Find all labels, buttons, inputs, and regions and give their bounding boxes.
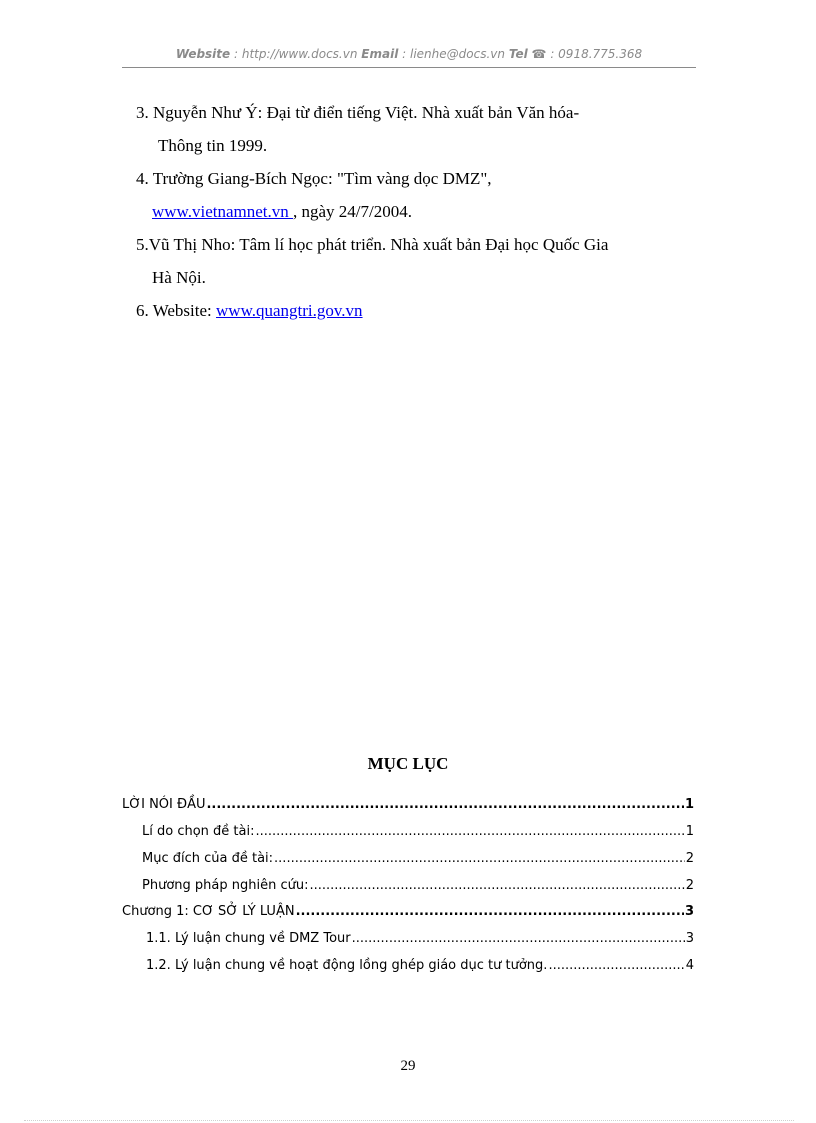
reference-list xyxy=(136,96,696,327)
toc-entry[interactable] xyxy=(122,899,694,925)
page-bottom-border xyxy=(24,1120,794,1121)
toc-entry-page: 1 xyxy=(685,824,694,839)
quangtri-link[interactable]: www.quangtri.gov.vn xyxy=(216,301,363,320)
reference-text: 3. Nguyễn Như Ý: Đại từ điển tiếng Việt. Nhà xuất bản Văn hóa- xyxy=(136,103,580,122)
phone-icon: ☎ xyxy=(531,47,547,61)
toc-entry[interactable] xyxy=(122,845,694,872)
toc-entry-label: LỜI NÓI ĐẦU xyxy=(122,797,206,812)
toc-entry[interactable] xyxy=(122,792,694,818)
toc-entry-label: 1.2. Lý luận chung về hoạt động lồng ghép giáo dục tư tưởng. xyxy=(146,958,548,973)
toc-leader xyxy=(548,952,684,979)
toc-leader xyxy=(274,845,685,872)
toc-entry[interactable] xyxy=(122,872,694,899)
vietnamnet-link[interactable]: www.vietnamnet.vn xyxy=(152,202,294,221)
toc-leader xyxy=(255,818,684,845)
toc-entry-label: Mục đích của đề tài: xyxy=(142,851,274,866)
toc-title: MỤC LỤC xyxy=(367,754,449,773)
page-number: 29 xyxy=(400,1058,416,1074)
reference-text: 4. Trường Giang-Bích Ngọc: "Tìm vàng dọc DMZ", xyxy=(136,169,492,188)
toc-entry[interactable] xyxy=(122,818,694,845)
website-label: Website xyxy=(175,47,231,61)
toc-entry-label: Chương 1: CƠ SỞ LÝ LUẬN xyxy=(122,904,295,919)
table-of-contents xyxy=(122,792,694,979)
toc-entry-label: Lí do chọn đề tài: xyxy=(142,824,255,839)
toc-entry-page: 3 xyxy=(685,931,694,946)
toc-entry-page: 2 xyxy=(685,878,694,893)
toc-leader xyxy=(352,925,685,952)
header-rule xyxy=(122,67,696,68)
toc-entry-page: 2 xyxy=(685,851,694,866)
toc-entry-page: 1 xyxy=(684,797,694,812)
reference-text: Thông tin 1999. xyxy=(158,136,268,155)
reference-item xyxy=(136,162,696,228)
email-label: Email xyxy=(361,47,399,61)
tel-value: : 0918.775.368 xyxy=(550,47,643,61)
toc-entry-label: Phương pháp nghiên cứu: xyxy=(142,878,309,893)
reference-item xyxy=(136,96,696,162)
reference-text: 6. Website: xyxy=(136,301,217,320)
toc-entry[interactable] xyxy=(122,952,694,979)
reference-text: 5.Vũ Thị Nho: Tâm lí học phát triển. Nhà xuất bản Đại học Quốc Gia xyxy=(136,235,609,254)
reference-text: Hà Nội. xyxy=(152,268,206,287)
reference-item xyxy=(136,228,696,294)
toc-leader xyxy=(309,872,684,899)
tel-label: Tel xyxy=(508,47,528,61)
toc-entry-page: 3 xyxy=(684,904,694,919)
toc-entry-page: 4 xyxy=(685,958,694,973)
email-value: : lienhe@docs.vn xyxy=(402,47,505,61)
website-value: : http://www.docs.vn xyxy=(234,47,358,61)
toc-entry[interactable] xyxy=(122,925,694,952)
toc-entry-label: 1.1. Lý luận chung về DMZ Tour xyxy=(146,931,351,946)
reference-item xyxy=(136,294,696,327)
toc-leader xyxy=(296,899,684,925)
reference-text: , ngày 24/7/2004. xyxy=(293,202,413,221)
toc-leader xyxy=(206,792,683,818)
page-header xyxy=(122,47,696,61)
